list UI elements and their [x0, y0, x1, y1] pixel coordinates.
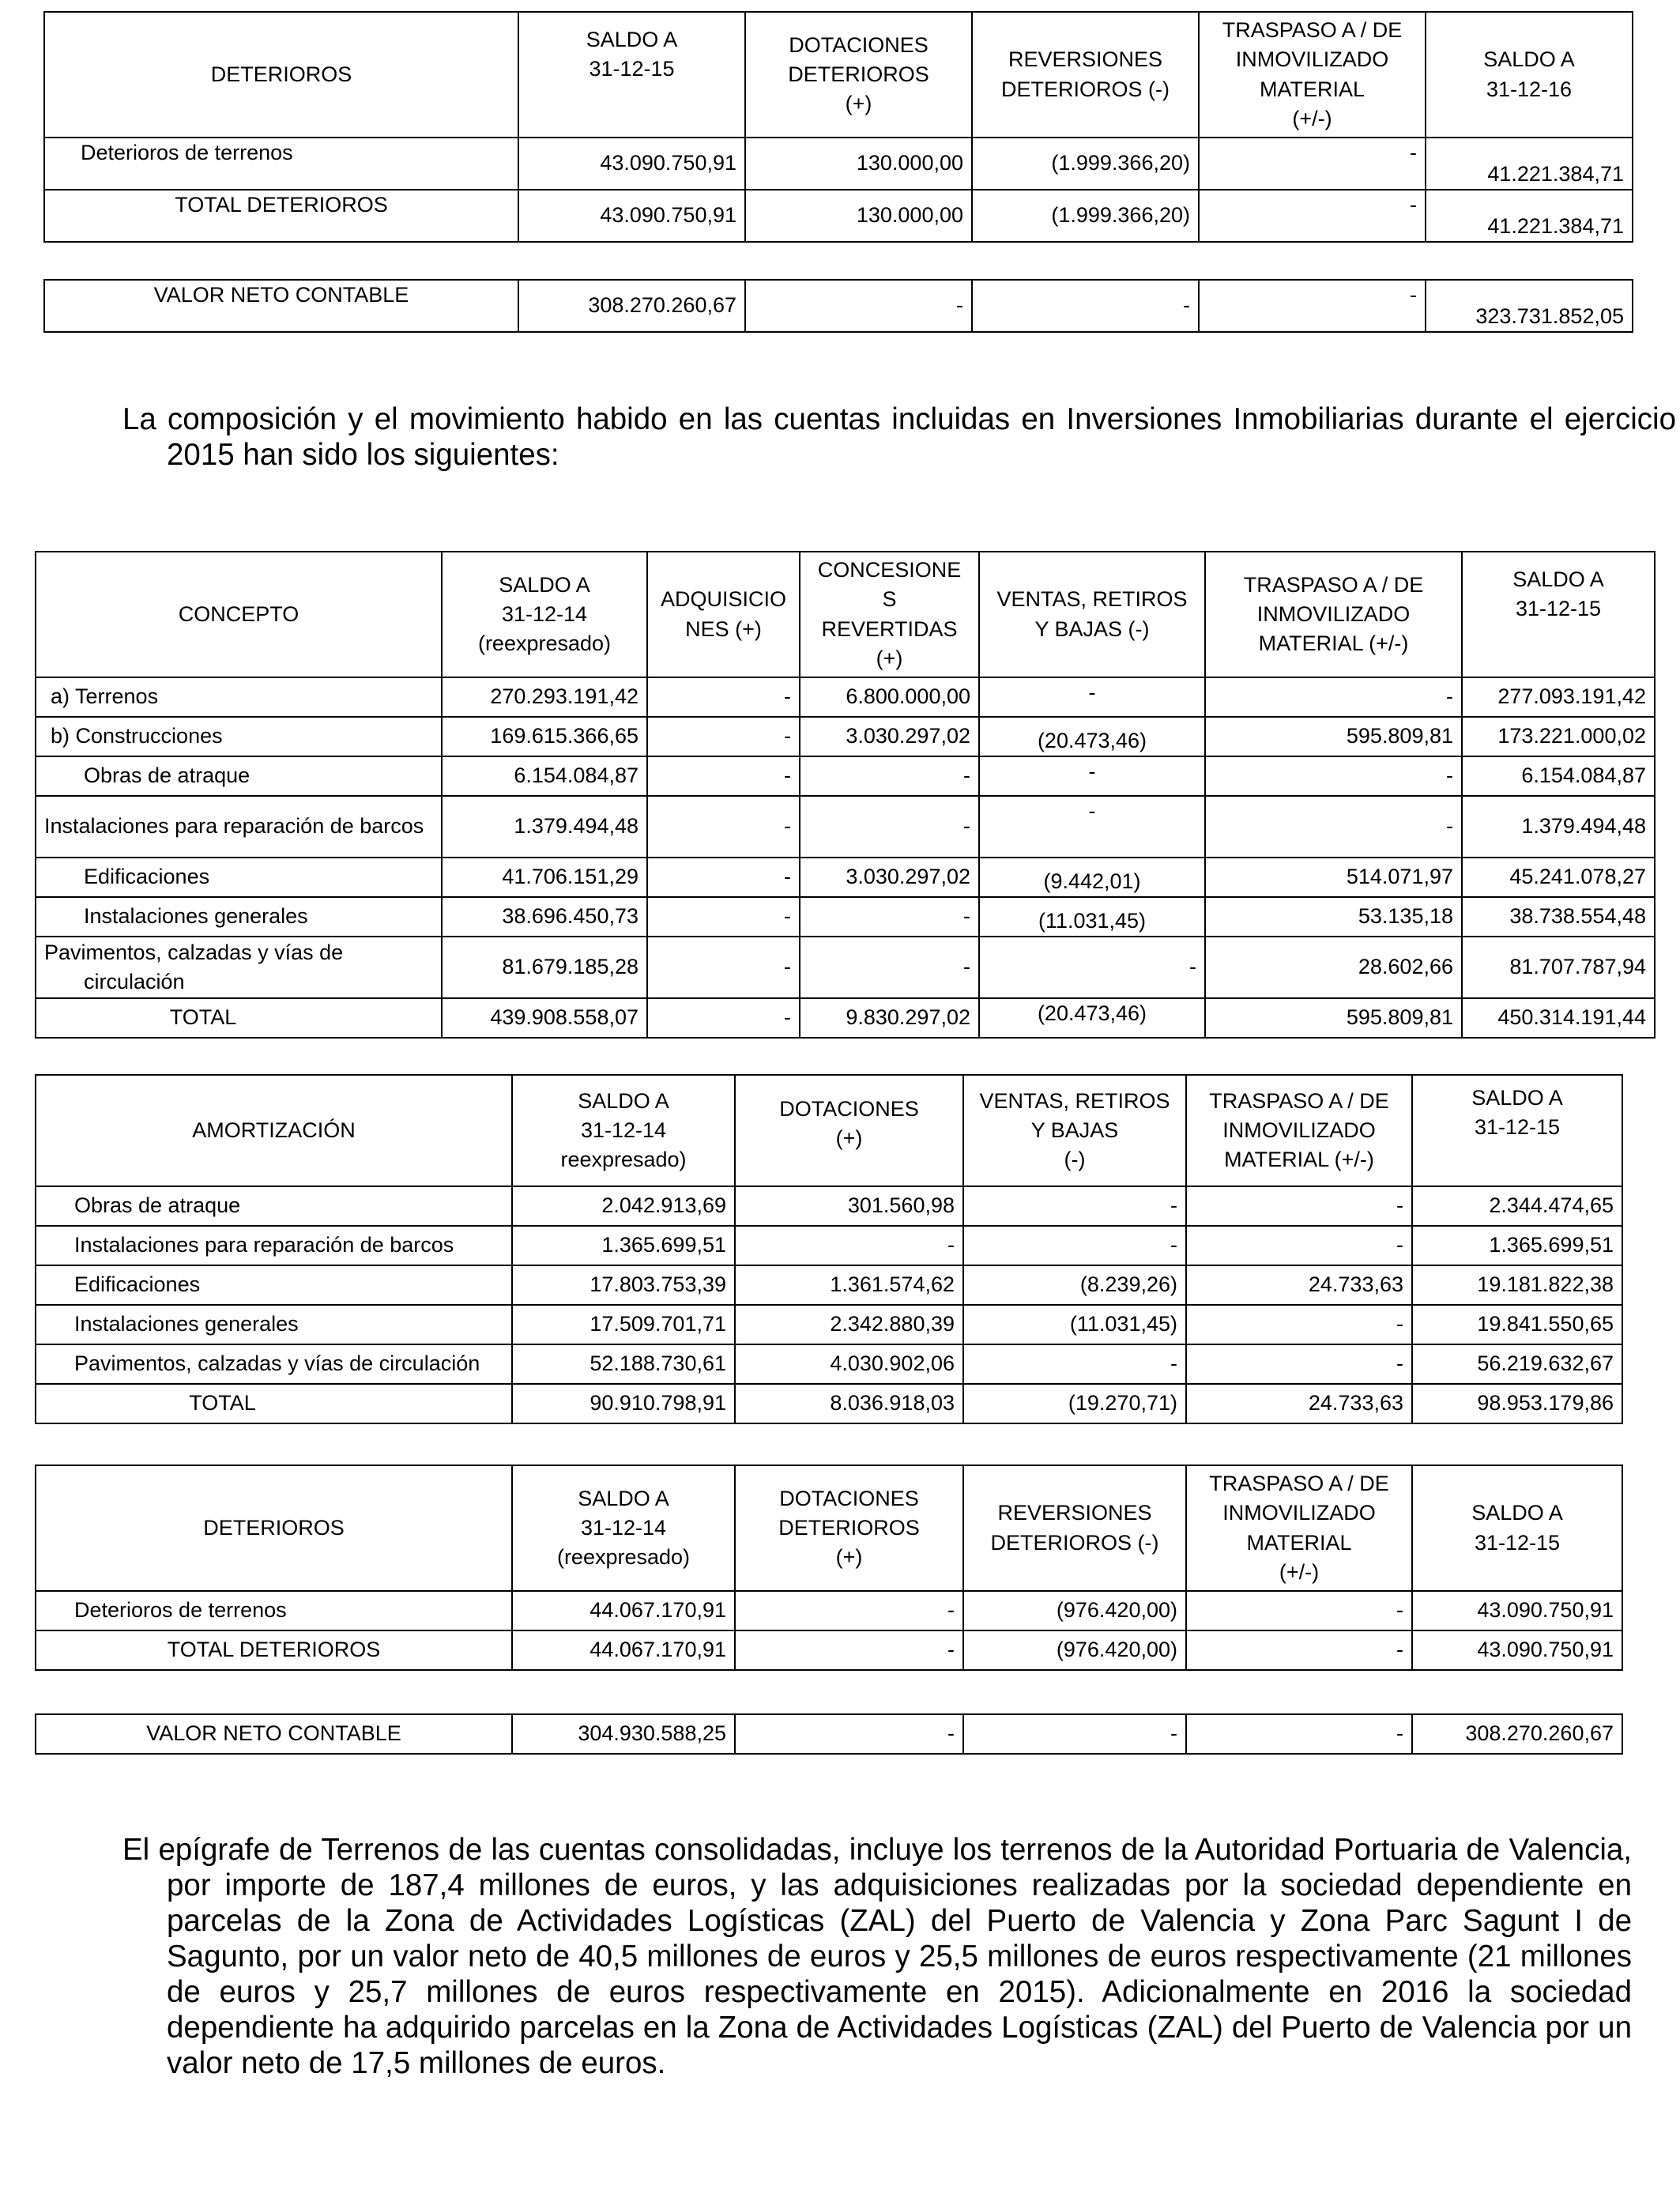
cell: - [800, 937, 979, 998]
cell: - [1186, 1186, 1412, 1226]
header-cell: SALDO A 31-12-14 (reexpresado) [512, 1465, 735, 1591]
cell: 81.707.787,94 [1462, 937, 1655, 998]
cell: 56.219.632,67 [1412, 1344, 1622, 1384]
cell: 19.841.550,65 [1412, 1305, 1622, 1344]
cell: 3.030.297,02 [800, 858, 979, 897]
row-label: Instalaciones para reparación de barcos [36, 796, 442, 858]
table-row [36, 897, 1655, 937]
header-cell: REVERSIONES DETERIOROS (-) [972, 12, 1199, 138]
cell: (1.999.366,20) [972, 138, 1199, 190]
cell: 41.706.151,29 [442, 858, 647, 897]
cell: - [979, 796, 1205, 858]
row-label: Obras de atraque [36, 756, 442, 796]
cell: 43.090.750,91 [1412, 1591, 1622, 1630]
row-label: Pavimentos, calzadas y vías de circulación [36, 937, 442, 998]
cell: - [1186, 1226, 1412, 1265]
cell: 130.000,00 [745, 138, 972, 190]
cell: 2.342.880,39 [735, 1305, 963, 1344]
table-row [36, 1226, 1622, 1265]
table-row [36, 998, 1655, 1038]
cell: - [979, 677, 1205, 717]
cell: 44.067.170,91 [512, 1591, 735, 1630]
cell: 1.365.699,51 [512, 1226, 735, 1265]
cell: - [972, 280, 1199, 332]
cell: 595.809,81 [1205, 998, 1462, 1038]
row-label: Edificaciones [36, 858, 442, 897]
cell: (11.031,45) [963, 1305, 1186, 1344]
header-cell: TRASPASO A / DE INMOVILIZADO MATERIAL (+/-) [1186, 1075, 1412, 1186]
table-row [36, 1630, 1622, 1670]
header-cell: SALDO A 31-12-16 [1426, 12, 1633, 138]
header-cell: CONCEPTO [36, 552, 442, 677]
cell: 308.270.260,67 [518, 280, 745, 332]
header-cell: SALDO A 31-12-14 reexpresado) [512, 1075, 735, 1186]
cell: 43.090.750,91 [518, 190, 745, 242]
table-row [36, 1591, 1622, 1630]
table-row [44, 280, 1633, 332]
table-row [36, 796, 1655, 858]
cell: (11.031,45) [979, 897, 1205, 937]
cell: 4.030.902,06 [735, 1344, 963, 1384]
cell: - [735, 1630, 963, 1670]
cell: - [963, 1714, 1186, 1754]
cell: (8.239,26) [963, 1265, 1186, 1305]
valor-neto-2016-table [43, 279, 1633, 333]
header-cell: AMORTIZACIÓN [36, 1075, 512, 1186]
cell: - [1186, 1344, 1412, 1384]
cell: - [647, 717, 800, 756]
header-cell: VENTAS, RETIROS Y BAJAS (-) [979, 552, 1205, 677]
cell: 38.738.554,48 [1462, 897, 1655, 937]
table-row [36, 937, 1655, 998]
intro-paragraph: La composición y el movimiento habido en las cuentas incluidas en Inversiones Inmobiliarias durante el ejercicio 2015 han sido los siguientes: [122, 402, 1676, 472]
cell: (976.420,00) [963, 1630, 1186, 1670]
cell: - [1205, 756, 1462, 796]
header-cell: ADQUISICIO NES (+) [647, 552, 800, 677]
table-row [44, 190, 1633, 242]
cell: 304.930.588,25 [512, 1714, 735, 1754]
header-cell: SALDO A 31-12-15 [1462, 552, 1655, 677]
cell: 6.154.084,87 [1462, 756, 1655, 796]
terrenos-paragraph: El epígrafe de Terrenos de las cuentas consolidadas, incluye los terrenos de la Autoridad Portuaria de Valencia, por importe de 187,4 millones de euros, y las adquisiciones realizadas por la sociedad dependiente en parcelas de la Zona de Actividades Logísticas (ZAL) del Puerto de Valencia y Zona Parc Sagunt I de Sagunto, por un valor neto de 40,5 millones de euros y 25,5 millones de euros respectivamente (21 millones de euros y 25,7 millones de euros respectivamente en 2015). Adicionalmente en 2016 la sociedad dependiente ha adquirido parcelas en la Zona de Actividades Logísticas (ZAL) del Puerto de Valencia por un valor neto de 17,5 millones de euros. [122, 1833, 1632, 2080]
cell: - [800, 796, 979, 858]
header-cell: TRASPASO A / DE INMOVILIZADO MATERIAL (+/-) [1186, 1465, 1412, 1591]
row-label: Deterioros de terrenos [44, 138, 518, 190]
row-label: b) Construcciones [36, 717, 442, 756]
cell: - [647, 937, 800, 998]
cell: (1.999.366,20) [972, 190, 1199, 242]
cell: - [1199, 138, 1426, 190]
header-cell: DOTACIONES DETERIOROS (+) [735, 1465, 963, 1591]
cell: - [1186, 1305, 1412, 1344]
row-label: TOTAL DETERIOROS [36, 1630, 512, 1670]
cell: - [735, 1226, 963, 1265]
cell: 323.731.852,05 [1426, 280, 1633, 332]
header-cell: SALDO A 31-12-15 [1412, 1075, 1622, 1186]
cell: 24.733,63 [1186, 1384, 1412, 1423]
cell: 6.800.000,00 [800, 677, 979, 717]
row-label: a) Terrenos [36, 677, 442, 717]
cell: - [647, 858, 800, 897]
cell: 81.679.185,28 [442, 937, 647, 998]
cell: 9.830.297,02 [800, 998, 979, 1038]
header-cell: CONCESIONE S REVERTIDAS (+) [800, 552, 979, 677]
cell: 19.181.822,38 [1412, 1265, 1622, 1305]
cell: 28.602,66 [1205, 937, 1462, 998]
cell: - [963, 1344, 1186, 1384]
header-cell: SALDO A 31-12-14 (reexpresado) [442, 552, 647, 677]
cell: 41.221.384,71 [1426, 190, 1633, 242]
cell: - [1186, 1591, 1412, 1630]
cell: 90.910.798,91 [512, 1384, 735, 1423]
header-cell: SALDO A 31-12-15 [1412, 1465, 1622, 1591]
cell: - [963, 1226, 1186, 1265]
row-label: VALOR NETO CONTABLE [44, 280, 518, 332]
cell: 44.067.170,91 [512, 1630, 735, 1670]
header-cell: REVERSIONES DETERIOROS (-) [963, 1465, 1186, 1591]
row-label: VALOR NETO CONTABLE [36, 1714, 512, 1754]
cell: (19.270,71) [963, 1384, 1186, 1423]
table-row [36, 1714, 1622, 1754]
deterioros-2016-table [43, 11, 1633, 243]
header-cell: VENTAS, RETIROS Y BAJAS (-) [963, 1075, 1186, 1186]
cell: 8.036.918,03 [735, 1384, 963, 1423]
cell: 45.241.078,27 [1462, 858, 1655, 897]
cell: - [800, 756, 979, 796]
cell: 173.221.000,02 [1462, 717, 1655, 756]
row-label: Instalaciones generales [36, 1305, 512, 1344]
header-cell: DOTACIONES DETERIOROS (+) [745, 12, 972, 138]
table-row [36, 677, 1655, 717]
cell: 1.379.494,48 [442, 796, 647, 858]
cell: - [647, 796, 800, 858]
header-cell: TRASPASO A / DE INMOVILIZADO MATERIAL (+/-) [1199, 12, 1426, 138]
header-cell: DETERIOROS [44, 12, 518, 138]
cell: (20.473,46) [979, 717, 1205, 756]
row-label: TOTAL [36, 998, 442, 1038]
cell: - [735, 1591, 963, 1630]
cell: 43.090.750,91 [518, 138, 745, 190]
row-label: Pavimentos, calzadas y vías de circulación [36, 1344, 512, 1384]
cell: - [745, 280, 972, 332]
row-label: Instalaciones generales [36, 897, 442, 937]
cell: - [647, 677, 800, 717]
cell: - [735, 1714, 963, 1754]
cell: 595.809,81 [1205, 717, 1462, 756]
cell: 450.314.191,44 [1462, 998, 1655, 1038]
cell: - [647, 756, 800, 796]
cell: 53.135,18 [1205, 897, 1462, 937]
cell: 52.188.730,61 [512, 1344, 735, 1384]
cell: 24.733,63 [1186, 1265, 1412, 1305]
cell: (20.473,46) [979, 998, 1205, 1038]
cell: 169.615.366,65 [442, 717, 647, 756]
amortizacion-2015-table [35, 1074, 1623, 1424]
row-label: TOTAL DETERIOROS [44, 190, 518, 242]
cell: 2.042.913,69 [512, 1186, 735, 1226]
cell: 1.379.494,48 [1462, 796, 1655, 858]
cell: - [800, 897, 979, 937]
cell: 301.560,98 [735, 1186, 963, 1226]
header-cell: TRASPASO A / DE INMOVILIZADO MATERIAL (+/-) [1205, 552, 1462, 677]
deterioros-2015-table [35, 1465, 1623, 1671]
cell: - [979, 937, 1205, 998]
table-row [36, 1265, 1622, 1305]
row-label: Deterioros de terrenos [36, 1591, 512, 1630]
cell: (976.420,00) [963, 1591, 1186, 1630]
table-row [44, 138, 1633, 190]
cell: 43.090.750,91 [1412, 1630, 1622, 1670]
header-cell: DETERIOROS [36, 1465, 512, 1591]
cell: 6.154.084,87 [442, 756, 647, 796]
table-row [36, 1344, 1622, 1384]
cell: - [1186, 1630, 1412, 1670]
cell: - [647, 897, 800, 937]
cell: - [1205, 796, 1462, 858]
cell: 130.000,00 [745, 190, 972, 242]
cell: 98.953.179,86 [1412, 1384, 1622, 1423]
cell: 1.361.574,62 [735, 1265, 963, 1305]
table-row [36, 1186, 1622, 1226]
cell: - [963, 1186, 1186, 1226]
cell: - [1199, 280, 1426, 332]
row-label: TOTAL [36, 1384, 512, 1423]
cell: - [1199, 190, 1426, 242]
table-row [36, 1305, 1622, 1344]
table-row [36, 717, 1655, 756]
cell: 17.803.753,39 [512, 1265, 735, 1305]
cell: - [1205, 677, 1462, 717]
cell: - [979, 756, 1205, 796]
cell: - [647, 998, 800, 1038]
cell: (9.442,01) [979, 858, 1205, 897]
cell: 2.344.474,65 [1412, 1186, 1622, 1226]
cell: 38.696.450,73 [442, 897, 647, 937]
cell: 270.293.191,42 [442, 677, 647, 717]
row-label: Instalaciones para reparación de barcos [36, 1226, 512, 1265]
table-row [36, 1384, 1622, 1423]
cell: 41.221.384,71 [1426, 138, 1633, 190]
cell: 3.030.297,02 [800, 717, 979, 756]
table-row [36, 858, 1655, 897]
cell: 308.270.260,67 [1412, 1714, 1622, 1754]
header-cell: DOTACIONES (+) [735, 1075, 963, 1186]
header-cell: SALDO A 31-12-15 [518, 12, 745, 138]
table-row [36, 756, 1655, 796]
row-label: Obras de atraque [36, 1186, 512, 1226]
inversiones-2015-table [35, 551, 1656, 1039]
cell: 277.093.191,42 [1462, 677, 1655, 717]
cell: 17.509.701,71 [512, 1305, 735, 1344]
cell: 439.908.558,07 [442, 998, 647, 1038]
valor-neto-2015-table [35, 1713, 1623, 1755]
cell: 514.071,97 [1205, 858, 1462, 897]
row-label: Edificaciones [36, 1265, 512, 1305]
cell: - [1186, 1714, 1412, 1754]
cell: 1.365.699,51 [1412, 1226, 1622, 1265]
